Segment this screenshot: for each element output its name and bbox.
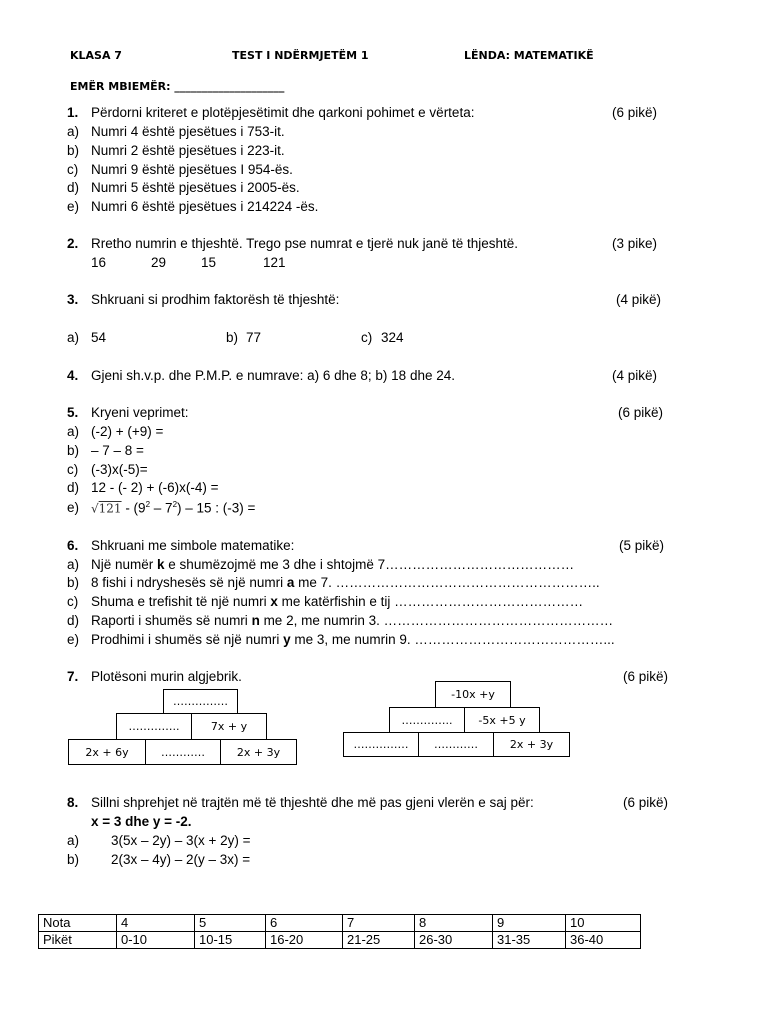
grades-row-piket bbox=[39, 932, 641, 949]
q7-number: 7. bbox=[67, 669, 79, 684]
points-cell: 36-40 bbox=[566, 932, 641, 949]
q1-item-a[interactable]: Numri 4 është pjesëtues i 753-it. bbox=[91, 124, 285, 139]
q2-number-15[interactable]: 15 bbox=[201, 255, 217, 270]
wall2-top-brick: -10x +y bbox=[435, 681, 511, 708]
grade-cell: 4 bbox=[117, 915, 195, 932]
points-cell: 26-30 bbox=[415, 932, 493, 949]
grade-cell: 9 bbox=[493, 915, 566, 932]
q8-item-a-label: a) bbox=[67, 833, 80, 848]
q3-item-c: 324 bbox=[381, 330, 404, 345]
q6-item-c-label: c) bbox=[67, 594, 79, 609]
q5-item-e bbox=[91, 500, 255, 516]
grade-cell: 6 bbox=[266, 915, 343, 932]
q2-number-16[interactable]: 16 bbox=[91, 255, 107, 270]
wall1-bottom-left-brick: 2x + 6y bbox=[68, 739, 146, 765]
q5-item-e-label: e) bbox=[67, 500, 80, 515]
q6-item-c: Shuma e trefishit të një numri x me katërfishin e tij …………………………………… bbox=[91, 594, 584, 609]
q5-item-a: (-2) + (+9) = bbox=[91, 424, 164, 439]
wall2-mid-left-brick[interactable]: ………….. bbox=[389, 707, 465, 733]
q5-item-d-label: d) bbox=[67, 480, 80, 495]
q8-condition: x = 3 dhe y = -2. bbox=[91, 814, 192, 829]
points-cell: 21-25 bbox=[343, 932, 415, 949]
q1-item-d-label: d) bbox=[67, 180, 80, 195]
name-field[interactable]: EMËR MBIEMËR: ____________________ bbox=[70, 80, 285, 93]
square-root-symbol: √121 bbox=[91, 501, 122, 516]
q1-item-b[interactable]: Numri 2 është pjesëtues i 223-it. bbox=[91, 143, 285, 158]
q6-item-a: Një numër k e shumëzojmë me 3 dhe i shtojmë 7…………………………………… bbox=[91, 557, 575, 572]
q7-points: (6 pikë) bbox=[623, 669, 669, 684]
test-title: TEST I NDËRMJETËM 1 bbox=[232, 49, 369, 62]
q3-text: Shkruani si prodhim faktorësh të thjeshtë: bbox=[91, 292, 340, 307]
q5-e-part1: - (9 bbox=[121, 500, 146, 516]
q5-number: 5. bbox=[67, 405, 79, 420]
q1-item-e[interactable]: Numri 6 është pjesëtues i 214224 -ës. bbox=[91, 199, 319, 214]
q1-item-a-label: a) bbox=[67, 124, 80, 139]
q6-item-d: Raporti i shumës së numri n me 2, me numrin 3. …………………………………………… bbox=[91, 613, 614, 628]
q2-points: (3 pike) bbox=[612, 236, 658, 251]
q1-points: (6 pikë) bbox=[612, 105, 658, 120]
q6-item-b: 8 fishi i ndryshesës së një numri a me 7. ………………………………………………….. bbox=[91, 575, 600, 590]
q3-item-c-label: c) bbox=[361, 330, 373, 345]
q8-item-b-label: b) bbox=[67, 852, 80, 867]
wall2-bottom-left-brick[interactable]: …………… bbox=[343, 732, 419, 757]
q5-item-c: (-3)x(-5)= bbox=[91, 462, 148, 477]
q2-number-29[interactable]: 29 bbox=[151, 255, 167, 270]
q4-number: 4. bbox=[67, 368, 79, 383]
q8-text: Sillni shprehjet në trajtën më të thjeshtë dhe më pas gjeni vlerën e saj për: bbox=[91, 795, 534, 810]
grade-cell: Nota bbox=[39, 915, 117, 932]
q6-item-e-label: e) bbox=[67, 632, 80, 647]
q5-item-b: – 7 – 8 = bbox=[91, 443, 144, 458]
q1-item-e-label: e) bbox=[67, 199, 80, 214]
subject-label: LËNDA: MATEMATIKË bbox=[464, 49, 594, 62]
q5-e-part3: ) – 15 : (-3) = bbox=[177, 500, 256, 516]
q3-item-b-label: b) bbox=[226, 330, 239, 345]
points-cell: 0-10 bbox=[117, 932, 195, 949]
q8-item-b: 2(3x – 4y) – 2(y – 3x) = bbox=[111, 852, 251, 867]
q3-item-b: 77 bbox=[246, 330, 262, 345]
q5-item-b-label: b) bbox=[67, 443, 80, 458]
q5-e-part2: – 7 bbox=[150, 500, 173, 516]
q6-item-d-label: d) bbox=[67, 613, 80, 628]
q3-item-a: 54 bbox=[91, 330, 107, 345]
points-cell: 10-15 bbox=[195, 932, 266, 949]
grade-cell: 5 bbox=[195, 915, 266, 932]
q6-points: (5 pikë) bbox=[619, 538, 665, 553]
q1-item-c-label: c) bbox=[67, 162, 79, 177]
grade-cell: 7 bbox=[343, 915, 415, 932]
q6-item-b-label: b) bbox=[67, 575, 80, 590]
radicand: 121 bbox=[98, 501, 122, 516]
grades-row-nota bbox=[39, 915, 641, 932]
points-cell: Pikët bbox=[39, 932, 117, 949]
q8-item-a: 3(5x – 2y) – 3(x + 2y) = bbox=[111, 833, 251, 848]
q4-text: Gjeni sh.v.p. dhe P.M.P. e numrave: a) 6 dhe 8; b) 18 dhe 24. bbox=[91, 368, 455, 383]
wall1-bottom-right-brick: 2x + 3y bbox=[220, 739, 297, 765]
wall2-bottom-mid-brick[interactable]: ………… bbox=[418, 732, 494, 757]
q1-item-b-label: b) bbox=[67, 143, 80, 158]
q1-number: 1. bbox=[67, 105, 79, 120]
wall1-mid-right-brick: 7x + y bbox=[191, 713, 267, 740]
q2-number: 2. bbox=[67, 236, 79, 251]
grade-cell: 8 bbox=[415, 915, 493, 932]
wall2-mid-right-brick: -5x +5 y bbox=[464, 707, 540, 733]
q5-item-c-label: c) bbox=[67, 462, 79, 477]
q5-item-d: 12 - (- 2) + (-6)x(-4) = bbox=[91, 480, 219, 495]
q8-number: 8. bbox=[67, 795, 79, 810]
q1-text: Përdorni kriteret e plotëpjesëtimit dhe qarkoni pohimet e vërteta: bbox=[91, 105, 475, 120]
q6-number: 6. bbox=[67, 538, 79, 553]
wall1-top-brick[interactable]: …………… bbox=[163, 689, 238, 714]
q5-item-a-label: a) bbox=[67, 424, 80, 439]
grades-table bbox=[38, 914, 641, 949]
q3-points: (4 pikë) bbox=[616, 292, 662, 307]
wall1-bottom-mid-brick[interactable]: ………… bbox=[145, 739, 221, 765]
points-cell: 31-35 bbox=[493, 932, 566, 949]
q6-text: Shkruani me simbole matematike: bbox=[91, 538, 295, 553]
q7-text: Plotësoni murin algjebrik. bbox=[91, 669, 242, 684]
q2-number-121[interactable]: 121 bbox=[263, 255, 286, 270]
q2-text: Rretho numrin e thjeshtë. Trego pse numrat e tjerë nuk janë të thjeshtë. bbox=[91, 236, 518, 251]
grade-cell: 10 bbox=[566, 915, 641, 932]
q5-points: (6 pikë) bbox=[618, 405, 664, 420]
q1-item-d[interactable]: Numri 5 është pjesëtues i 2005-ës. bbox=[91, 180, 300, 195]
points-cell: 16-20 bbox=[266, 932, 343, 949]
q5-e-exp1: 2 bbox=[145, 500, 151, 509]
class-label: KLASA 7 bbox=[70, 49, 122, 62]
q6-item-a-label: a) bbox=[67, 557, 80, 572]
q5-e-exp2: 2 bbox=[172, 500, 178, 509]
q4-points: (4 pikë) bbox=[612, 368, 658, 383]
wall2-bottom-right-brick: 2x + 3y bbox=[493, 732, 570, 757]
wall1-mid-left-brick[interactable]: ………….. bbox=[116, 713, 192, 740]
q1-item-c[interactable]: Numri 9 është pjesëtues I 954-ës. bbox=[91, 162, 293, 177]
q3-item-a-label: a) bbox=[67, 330, 80, 345]
q5-text: Kryeni veprimet: bbox=[91, 405, 189, 420]
q3-number: 3. bbox=[67, 292, 79, 307]
q6-item-e: Prodhimi i shumës së një numri y me 3, me numrin 9. ……………………………………... bbox=[91, 632, 615, 647]
q8-points: (6 pikë) bbox=[623, 795, 669, 810]
